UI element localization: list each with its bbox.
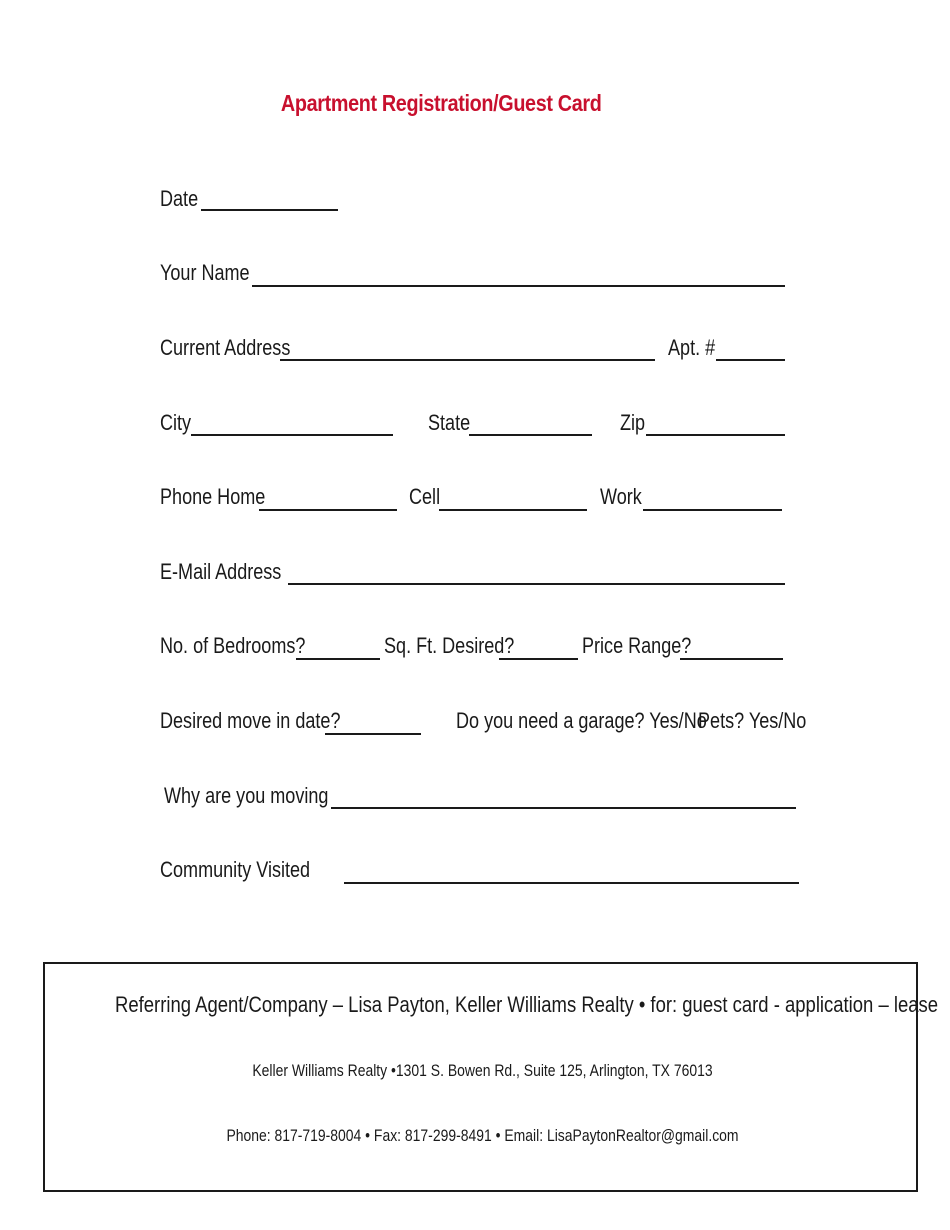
email-field[interactable] (288, 583, 785, 585)
work-label: Work (600, 484, 642, 509)
move-in-field[interactable] (325, 733, 421, 735)
price-range-field[interactable] (680, 658, 783, 660)
why-moving-label: Why are you moving (164, 783, 329, 808)
current-address-field[interactable] (280, 359, 655, 361)
current-address-label: Current Address (160, 335, 291, 360)
why-moving-field[interactable] (331, 807, 796, 809)
work-field[interactable] (643, 509, 782, 511)
apt-label: Apt. # (668, 335, 716, 360)
city-label: City (160, 410, 192, 435)
state-label: State (428, 410, 471, 435)
phone-home-field[interactable] (259, 509, 397, 511)
sqft-field[interactable] (499, 658, 578, 660)
phone-home-label: Phone Home (160, 484, 266, 509)
cell-label: Cell (409, 484, 441, 509)
date-field[interactable] (201, 209, 338, 211)
referral-text: Referring Agent/Company – Lisa Payton, Keller Williams Realty • for: guest card - application – lease (115, 992, 939, 1017)
zip-label: Zip (620, 410, 646, 435)
move-in-label: Desired move in date? (160, 708, 341, 733)
community-field[interactable] (344, 882, 799, 884)
pets-question[interactable]: Pets? Yes/No (698, 708, 807, 733)
state-field[interactable] (469, 434, 592, 436)
form-title: Apartment Registration/Guest Card (280, 90, 602, 116)
referral-footer (43, 962, 939, 1192)
cell-field[interactable] (439, 509, 587, 511)
sqft-label: Sq. Ft. Desired? (384, 633, 515, 658)
bedrooms-label: No. of Bedrooms? (160, 633, 306, 658)
bedrooms-field[interactable] (296, 658, 380, 660)
your-name-field[interactable] (252, 285, 785, 287)
zip-field[interactable] (646, 434, 785, 436)
community-label: Community Visited (160, 857, 311, 882)
city-field[interactable] (191, 434, 393, 436)
date-label: Date (160, 186, 199, 211)
email-label: E-Mail Address (160, 559, 282, 584)
your-name-label: Your Name (160, 260, 250, 285)
garage-question[interactable]: Do you need a garage? Yes/No (456, 708, 707, 733)
price-range-label: Price Range? (582, 633, 692, 658)
apt-field[interactable] (716, 359, 785, 361)
office-address: Keller Williams Realty •1301 S. Bowen Rd., Suite 125, Arlington, TX 76013 (252, 1061, 713, 1080)
contact-info: Phone: 817-719-8004 • Fax: 817-299-8491 • Email: LisaPaytonRealtor@gmail.com (226, 1126, 739, 1145)
